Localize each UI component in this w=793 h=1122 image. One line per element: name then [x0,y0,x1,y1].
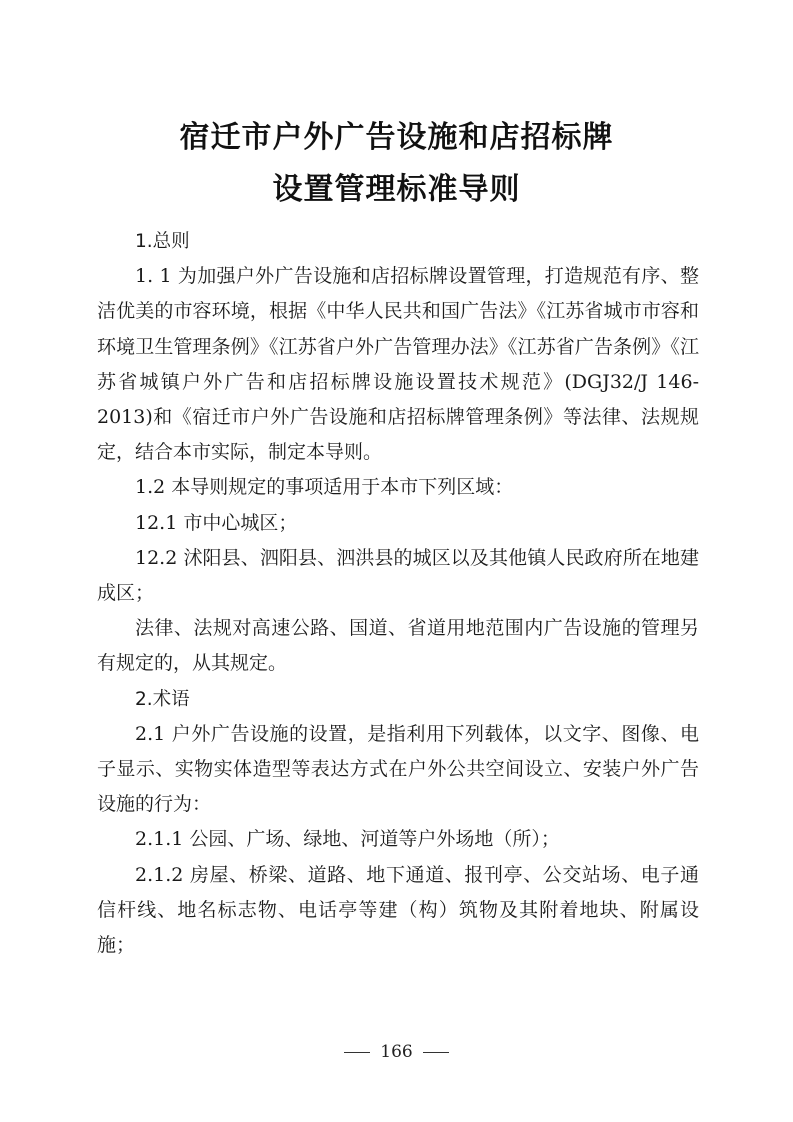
footer-dash-right [423,1052,449,1053]
paragraph-2-1-1: 2.1.1 公园、广场、绿地、河道等户外场地（所）； [135,828,560,851]
footer-dash-left [344,1052,370,1053]
section-heading-general: 1.总则 [135,231,190,252]
section-heading-terms: 2.术语 [135,688,190,710]
paragraph-12-1: 12.1 市中心城区； [135,511,298,534]
paragraph-1-2: 1.2 本导则规定的事项适用于本市下列区域： [135,476,514,499]
document-title-line2: 设置管理标准导则 [272,172,521,207]
document-title-line1: 宿迁市户外广告设施和店招标牌 [179,120,614,155]
paragraph-law-exception: 法律、法规对高速公路、国道、省道用地范围内广告设施的管理另有规定的，从其规定。 [97,617,699,675]
page-footer [0,1040,793,1064]
paragraph-1-1: 1. 1 为加强户外广告设施和店招标牌设置管理，打造规范有序、整洁优美的市容环境，根据《中华人民共和国广告法》《江苏省城市市容和环境卫生管理条例》《江苏省户外广告管理办法》《江苏省广告条例》《江苏省城镇户外广告和店招标牌设施设置技术规范》(DGJ32/J 146-2013)和《宿迁市户外广告设施和店招标牌管理条例》等法律、法规规定，结合本市实际，制定本导则。 [97,265,699,464]
paragraph-2-1: 2.1 户外广告设施的设置，是指利用下列载体，以文字、图像、电子显示、实物实体造型等表达方式在户外公共空间设立、安装户外广告设施的行为： [97,722,699,816]
paragraph-2-1-2: 2.1.2 房屋、桥梁、道路、地下通道、报刊亭、公交站场、电子通信杆线、地名标志物、电话亭等建（构）筑物及其附着地块、附属设施； [97,863,699,957]
document-body [97,224,699,963]
page-number: 166 [380,1042,413,1062]
paragraph-12-2: 12.2 沭阳县、泗阳县、泗洪县的城区以及其他镇人民政府所在地建成区； [97,546,699,605]
